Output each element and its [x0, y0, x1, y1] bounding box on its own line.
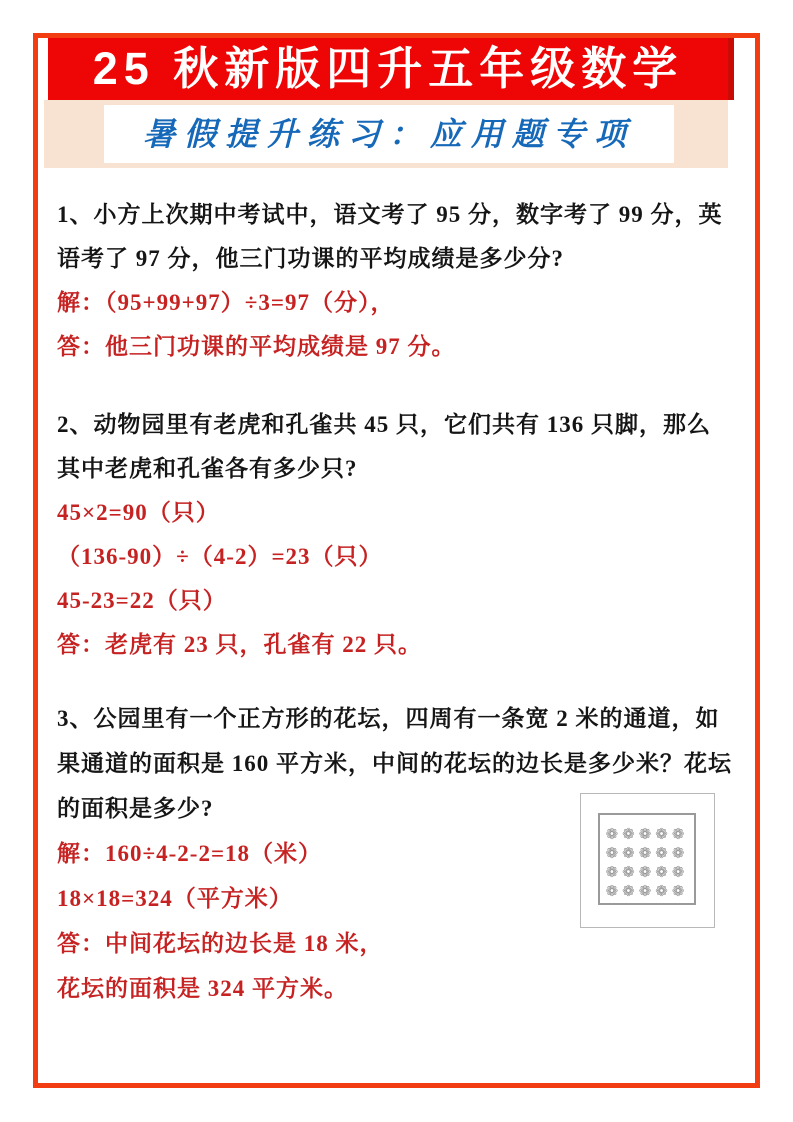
problem-2-question-line: 2、动物园里有老虎和孔雀共 45 只，它们共有 136 只脚，那么: [57, 412, 711, 437]
banner-title: 25 秋新版四升五年级数学: [48, 38, 734, 100]
problem-1-solution-line: 解：（95+99+97）÷3=97（分），: [57, 290, 395, 315]
problem-2: [57, 403, 747, 667]
problem-2-solution-line: 45-23=22（只）: [57, 588, 227, 613]
problem-1: [57, 193, 747, 369]
flower-row-icon: ❁❁❁❁❁: [605, 882, 689, 900]
problem-1-question-line: 语考了 97 分，他三门功课的平均成绩是多少分?: [57, 246, 564, 271]
problem-1-answer-line: 答：他三门功课的平均成绩是 97 分。: [57, 334, 456, 359]
problem-2-answer-line: 答：老虎有 23 只，孔雀有 22 只。: [57, 632, 422, 657]
subtitle-strip: [44, 100, 728, 168]
problem-3-question-line: 果通道的面积是 160 平方米，中间的花坛的边长是多少米？花坛: [57, 751, 732, 776]
problem-2-question-line: 其中老虎和孔雀各有多少只?: [57, 456, 358, 481]
flower-row-icon: ❁❁❁❁❁: [605, 825, 689, 843]
problem-3-answer-line: 花坛的面积是 324 平方米。: [57, 976, 348, 1001]
flower-row-icon: ❁❁❁❁❁: [605, 844, 689, 862]
problem-3-question-line: 的面积是多少?: [57, 796, 214, 821]
page-border-frame: [33, 33, 760, 1088]
flower-row-icon: ❁❁❁❁❁: [605, 863, 689, 881]
problem-3-solution-line: 18×18=324（平方米）: [57, 886, 293, 911]
flower-bed-diagram: [580, 793, 715, 928]
flower-bed-inner-square: [598, 813, 696, 905]
problem-1-question-line: 1、小方上次期中考试中，语文考了 95 分，数字考了 99 分，英: [57, 202, 723, 227]
subtitle: 暑假提升练习：应用题专项: [104, 105, 674, 163]
problem-3-solution-line: 解：160÷4-2-2=18（米）: [57, 841, 323, 866]
problem-3-answer-line: 答：中间花坛的边长是 18 米，: [57, 931, 384, 956]
problem-2-solution-line: 45×2=90（只）: [57, 500, 220, 525]
problem-3-question-line: 3、公园里有一个正方形的花坛，四周有一条宽 2 米的通道，如: [57, 706, 720, 731]
problem-2-solution-line: （136-90）÷（4-2）=23（只）: [57, 544, 383, 569]
